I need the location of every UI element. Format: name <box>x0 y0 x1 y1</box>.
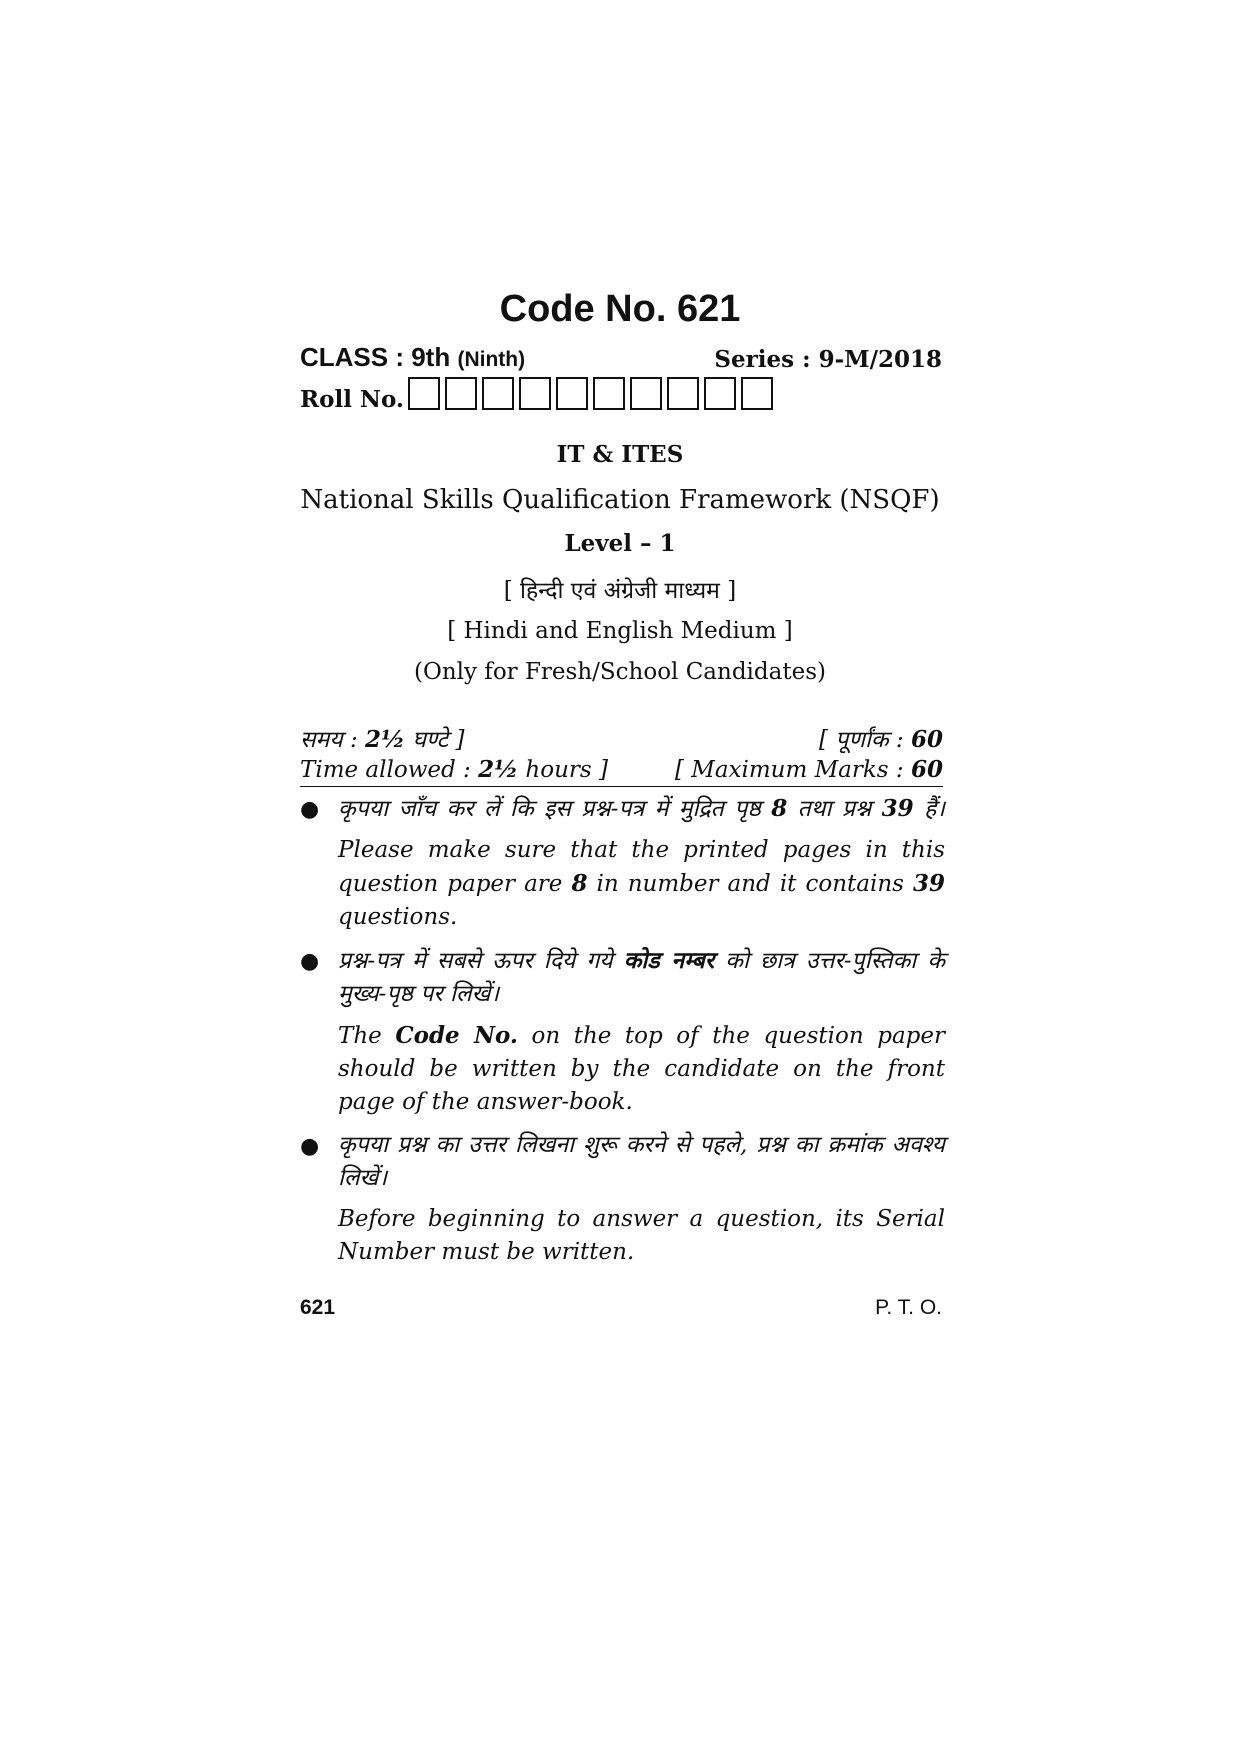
roll-box[interactable] <box>667 377 699 410</box>
framework-title: National Skills Qualification Framework (NSQF) <box>300 485 940 515</box>
roll-box[interactable] <box>630 377 662 410</box>
instruction-item <box>300 1129 945 1269</box>
marks-english-label: [ Maximum Marks : <box>674 757 911 783</box>
footer-code: 621 <box>300 1296 336 1319</box>
text-part: questions. <box>338 904 458 930</box>
text-part: on the top of the question paper should be written by the candidate on the front page of the answer-book. <box>338 1023 945 1115</box>
code-number-title: Code No. 621 <box>499 288 741 330</box>
text-bold: 39 <box>881 795 914 822</box>
marks-hindi-value: 60 <box>910 726 943 753</box>
text-bold: Code No. <box>395 1022 518 1049</box>
time-hindi-unit: घण्टे ] <box>405 727 465 753</box>
marks-english <box>675 756 943 783</box>
instruction-item <box>300 792 945 934</box>
roll-box[interactable] <box>556 377 588 410</box>
text-part: को छात्र उत्तर-पुस्तिका के मुख्य-पृष्ठ पर लिखें। <box>338 948 946 1007</box>
bullet-icon: ● <box>300 797 320 822</box>
text-part: कृपया जाँच कर लें कि इस प्रश्न-पत्र में मुद्रित पृष्ठ <box>338 796 772 822</box>
text-bold: 8 <box>571 870 588 897</box>
footer-pto: P. T. O. <box>875 1296 942 1319</box>
instruction-english: Before beginning to answer a question, its Serial Number must be written. <box>338 1206 945 1265</box>
roll-box[interactable] <box>704 377 736 410</box>
series-label: Series : 9-M/2018 <box>714 346 942 373</box>
roll-no-label: Roll No. <box>300 386 404 413</box>
instruction-english <box>338 834 945 934</box>
text-bold: 8 <box>771 795 788 822</box>
roll-box[interactable] <box>408 377 440 410</box>
time-english <box>300 756 608 783</box>
medium-hindi: [ हिन्दी एवं अंग्रेजी माध्यम ] <box>503 578 737 604</box>
bullet-icon: ● <box>300 1134 320 1159</box>
time-hindi-value: 2½ <box>365 726 406 753</box>
text-bold: कोड नम्बर <box>623 947 715 974</box>
time-english-label: Time allowed : <box>300 757 479 783</box>
level-title: Level – 1 <box>564 530 676 557</box>
instruction-hindi <box>338 792 945 826</box>
roll-no-boxes[interactable] <box>408 377 778 410</box>
text-part: in number and it contains <box>587 871 913 897</box>
instructions-list <box>300 792 945 1279</box>
class-text: CLASS : 9th <box>300 342 451 372</box>
roll-box[interactable] <box>482 377 514 410</box>
text-part: तथा प्रश्न <box>787 796 882 822</box>
time-english-unit: hours ] <box>518 757 608 783</box>
class-paren: (Ninth) <box>457 348 526 371</box>
medium-english: [ Hindi and English Medium ] <box>447 618 793 644</box>
subject-title: IT & ITES <box>556 441 684 468</box>
marks-hindi-label: [ पूर्णांक : <box>819 727 911 753</box>
roll-box[interactable] <box>445 377 477 410</box>
instruction-hindi <box>338 944 945 1011</box>
bullet-icon: ● <box>300 949 320 974</box>
roll-box[interactable] <box>593 377 625 410</box>
roll-box[interactable] <box>741 377 773 410</box>
time-hindi-label: समय : <box>300 727 366 753</box>
marks-hindi <box>819 722 943 754</box>
text-part: प्रश्न-पत्र में सबसे ऊपर दिये गये <box>338 948 624 974</box>
candidates-note: (Only for Fresh/School Candidates) <box>414 659 826 685</box>
time-hindi <box>300 722 464 754</box>
instruction-hindi: कृपया प्रश्न का उत्तर लिखना शुरू करने से पहले, प्रश्न का क्रमांक अवश्य लिखें। <box>338 1132 945 1191</box>
text-part: हैं। <box>913 796 946 822</box>
marks-english-value: 60 <box>910 756 943 783</box>
time-english-value: 2½ <box>478 756 519 783</box>
instruction-english <box>338 1019 945 1119</box>
instruction-item <box>300 944 945 1119</box>
text-part: The <box>338 1023 396 1049</box>
divider-line <box>300 786 943 787</box>
roll-box[interactable] <box>519 377 551 410</box>
text-part: Please make sure that the printed pages in this question paper are <box>338 837 945 897</box>
class-label <box>300 342 525 373</box>
text-bold: 39 <box>912 870 945 897</box>
